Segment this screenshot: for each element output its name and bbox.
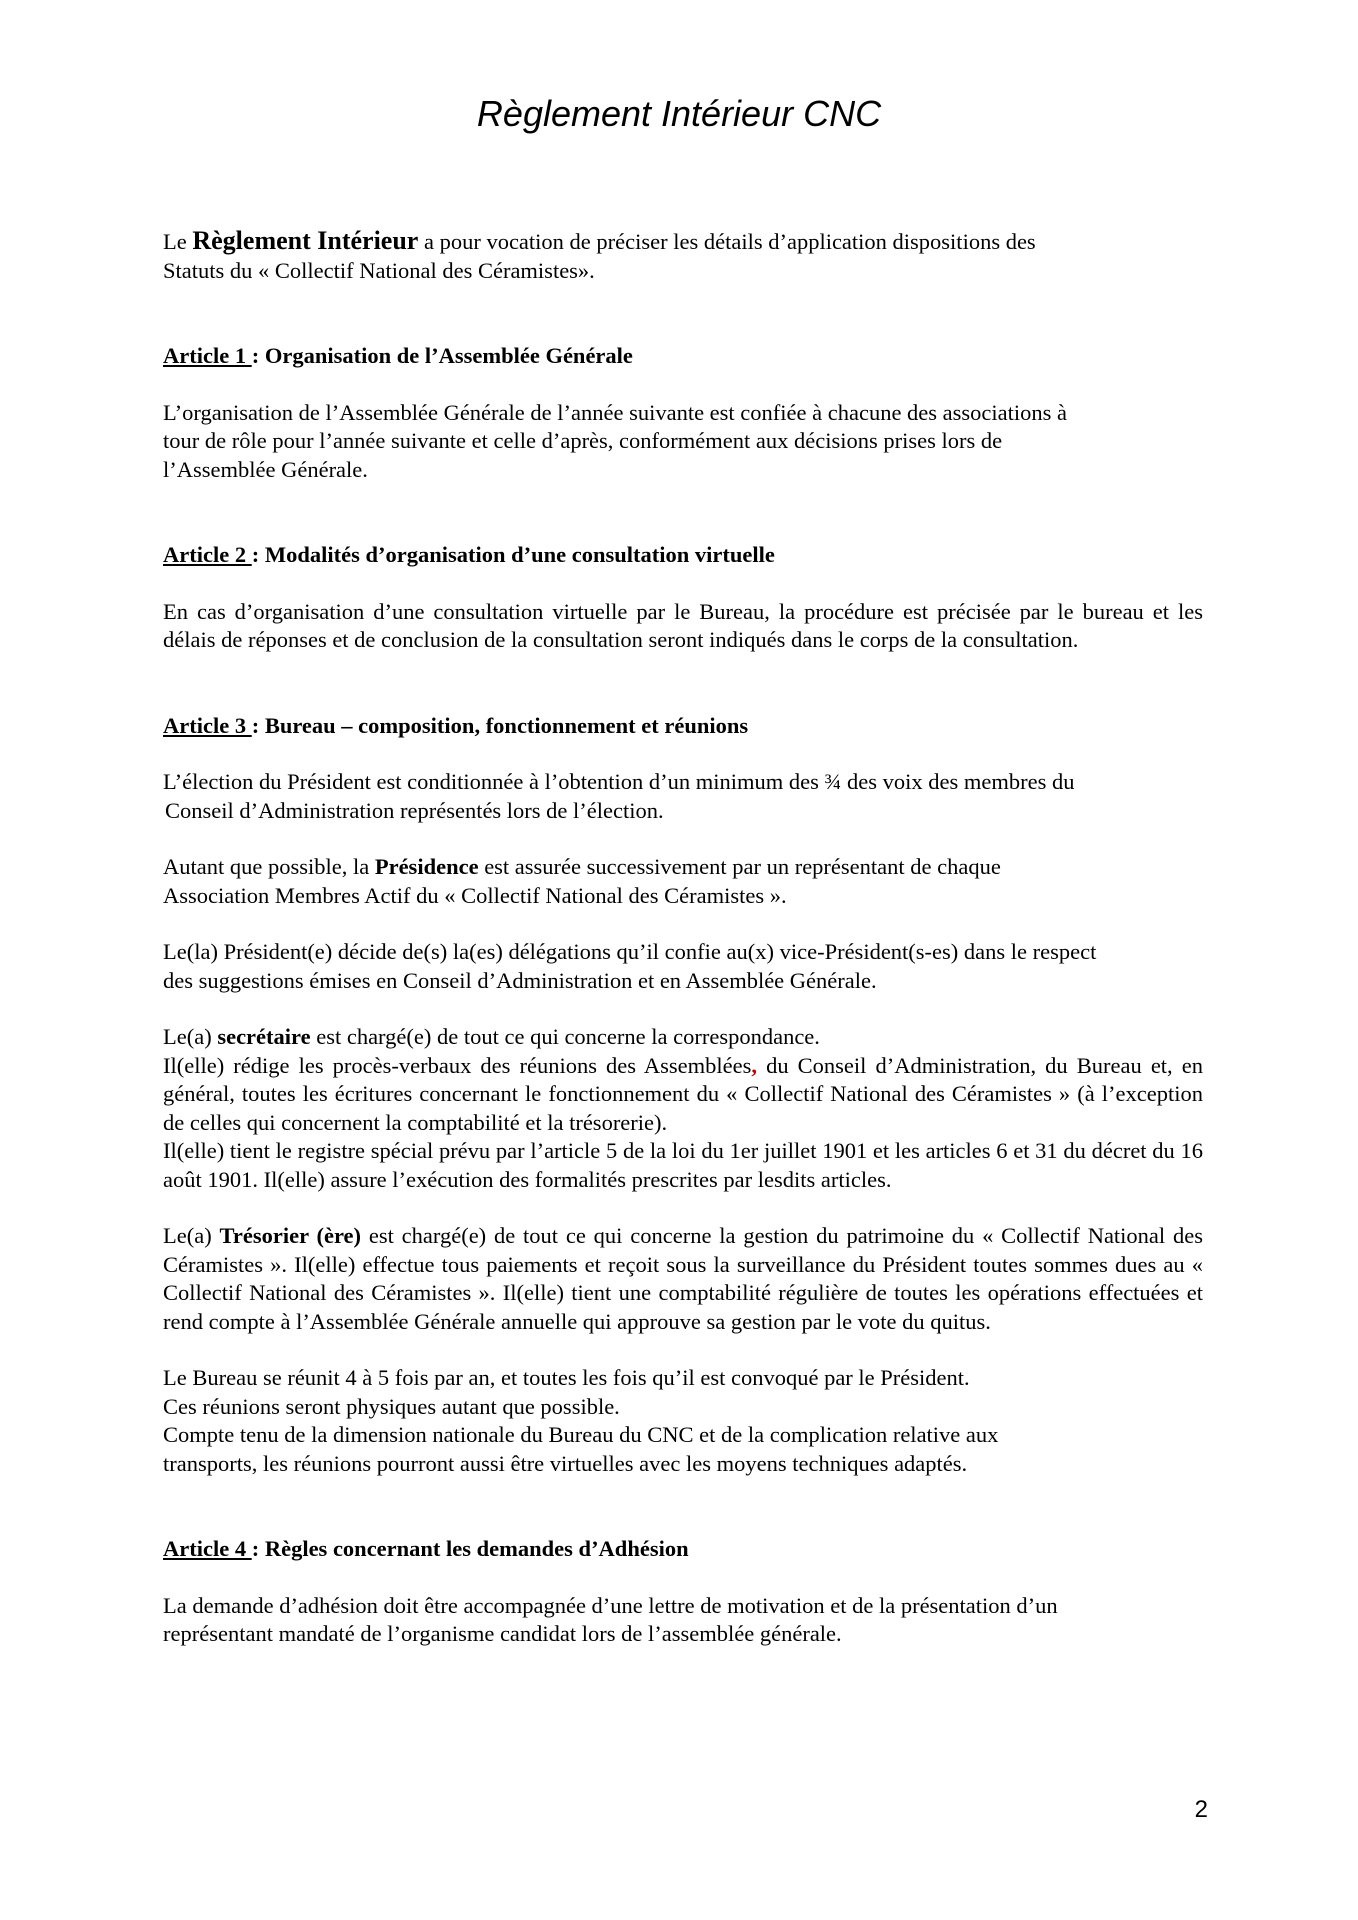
article-3-secretaire-line: Le(a) secrétaire est chargé(e) de tout ce qui concerne la correspondance.	[163, 1024, 820, 1049]
article-3-redige-paragraph: Il(elle) rédige les procès-verbaux des réunions des Assemblées, du Conseil d’Administration, du Bureau et, en général, toutes les écritures concernant le fonctionnement du « Collectif National des Céramistes » (à l’exception de celles qui concernent la comptabilité et la trésorerie).	[163, 1052, 1203, 1135]
intro-line-2: Statuts du « Collectif National des Céramistes».	[163, 257, 595, 283]
article-3-reunion-line: Le Bureau se réunit 4 à 5 fois par an, et toutes les fois qu’il est convoqué par le Président.	[163, 1365, 970, 1390]
article-3-tresorier-paragraph: Le(a) Trésorier (ère) est chargé(e) de tout ce qui concerne la gestion du patrimoine du « Collectif National des Céramistes ». Il(elle) effectue tous paiements et reçoit sous la surveillance du Président toutes sommes dues au « Collectif National des Céramistes ». Il(elle) tient une comptabilité régulière de toutes les opérations effectuées et rend compte à l’Assemblée Générale annuelle qui approuve sa gestion par le vote du quitus.	[163, 1223, 1203, 1334]
document-title: Règlement Intérieur CNC	[476, 93, 882, 134]
article-3-reunion-line: transports, les réunions pourront aussi être virtuelles avec les moyens techniques adaptés.	[163, 1450, 968, 1476]
article-3-presidence-line: Autant que possible, la Présidence est assurée successivement par un représentant de chaque	[163, 854, 1001, 879]
article-3-reunion-line: Ces réunions seront physiques autant que possible.	[163, 1393, 620, 1419]
article-3-delegation-line: Le(la) Président(e) décide de(s) la(es) délégations qu’il confie au(x) vice-Président(s-es) dans le respect	[163, 939, 1097, 964]
article-3-election-line: Conseil d’Administration représentés lors de l’élection.	[165, 797, 664, 823]
article-1-heading: Article 1 : Organisation de l’Assemblée Générale	[163, 343, 633, 368]
article-2-paragraph: En cas d’organisation d’une consultation virtuelle par le Bureau, la procédure est précisée par le bureau et les délais de réponses et de conclusion de la consultation seront indiqués dans le corps de la consultation.	[163, 598, 1203, 652]
article-3-presidence-line-2: Association Membres Actif du « Collectif National des Céramistes ».	[163, 882, 787, 908]
article-3-heading: Article 3 : Bureau – composition, fonctionnement et réunions	[163, 712, 749, 738]
intro-line-1: Le Règlement Intérieur a pour vocation de préciser les détails d’application dispositions des	[163, 226, 1036, 255]
article-3-reunion-line: Compte tenu de la dimension nationale du Bureau du CNC et de la complication relative aux	[163, 1422, 999, 1447]
article-3-registre-paragraph: Il(elle) tient le registre spécial prévu par l’article 5 de la loi du 1er juillet 1901 et les articles 6 et 31 du décret du 16 août 1901. Il(elle) assure l’exécution des formalités prescrites par lesdits articles.	[163, 1138, 1203, 1192]
article-4-heading: Article 4 : Règles concernant les demandes d’Adhésion	[163, 1536, 689, 1561]
article-1-line: tour de rôle pour l’année suivante et celle d’après, conformément aux décisions prises lors de	[163, 428, 1003, 453]
article-1-line: L’organisation de l’Assemblée Générale de l’année suivante est confiée à chacune des associations à	[163, 399, 1068, 425]
article-3-election-line: L’élection du Président est conditionnée à l’obtention d’un minimum des ¾ des voix des membres du	[163, 769, 1075, 794]
page-number: 2	[1194, 1796, 1208, 1823]
document-body	[163, 227, 1203, 1649]
article-2-heading: Article 2 : Modalités d’organisation d’une consultation virtuelle	[163, 542, 775, 567]
article-3-delegation-line: des suggestions émises en Conseil d’Administration et en Assemblée Générale.	[163, 967, 877, 993]
article-1-line: l’Assemblée Générale.	[163, 456, 368, 482]
intro-bold-term: Règlement Intérieur	[192, 226, 419, 255]
article-4-line: représentant mandaté de l’organisme candidat lors de l’assemblée générale.	[163, 1621, 842, 1646]
article-4-line: La demande d’adhésion doit être accompagnée d’une lettre de motivation et de la présentation d’un	[163, 1592, 1058, 1618]
